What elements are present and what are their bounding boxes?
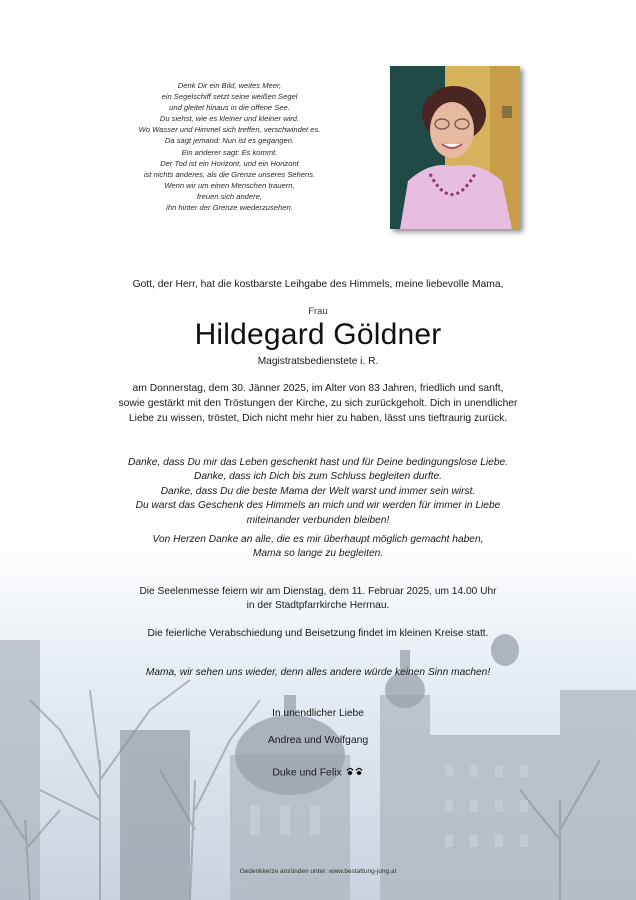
death-notice-line: am Donnerstag, dem 30. Jänner 2025, im Alter von 83 Jahren, friedlich und sanft,: [132, 383, 504, 394]
poem-line: ihn hinter der Grenze wiederzusehen.: [166, 203, 293, 213]
poem-line: und gleitet hinaus in die offene See.: [169, 103, 290, 113]
thanks-line: Du warst das Geschenk des Himmels an mich und wir werden für immer in Liebe: [135, 500, 501, 512]
portrait-photo: [390, 66, 520, 229]
poem-line: freuen sich andere,: [196, 191, 262, 201]
thanks-text: [0, 456, 636, 528]
thanks-line: miteinander verbunden bleiben!: [246, 514, 390, 526]
farewell-notice: Die feierliche Verabschiedung und Beisetzung findet im kleinen Kreise statt.: [147, 628, 489, 639]
poem: [112, 80, 347, 213]
intro-text: Gott, der Herr, hat die kostbarste Leihgabe des Himmels, meine liebevolle Mama,: [132, 279, 504, 290]
poem-line: Wenn wir um einen Menschen trauern,: [164, 180, 295, 190]
heartfelt-line: Mama so lange zu begleiten.: [252, 548, 384, 560]
poem-line: Denk Dir ein Bild, weites Meer,: [177, 81, 282, 90]
thanks-line: Danke, dass ich Dich bis zum Schluss begleiten durfte.: [193, 471, 443, 483]
family-names-2-label: Duke und Felix: [272, 767, 342, 779]
mass-line: Die Seelenmesse feiern wir am Dienstag, dem 11. Februar 2025, um 14.00 Uhr: [139, 586, 497, 597]
death-notice-line: sowie gestärkt mit den Tröstungen der Kirche, zu sich zurückgeholt. Dich in unendlicher: [118, 398, 518, 409]
salutation: Frau: [308, 306, 328, 317]
family-names-2: [0, 765, 636, 780]
death-notice: [0, 381, 636, 426]
mama-line: Mama, wir sehen uns wieder, denn alles andere würde keinen Sinn machen!: [145, 667, 491, 678]
poem-line: Du siehst, wie es kleiner und kleiner wird.: [159, 114, 300, 124]
footer-candle-link[interactable]: Gedenkkerze anzünden unter: www.bestattung-jung.at: [239, 868, 397, 875]
heartfelt-line: Von Herzen Danke an alle, die es mir überhaupt möglich gemacht haben,: [152, 534, 484, 545]
poem-line: Ein anderer sagt: Es kommt.: [181, 147, 278, 157]
poem-line: Der Tod ist ein Horizont, und ein Horizont: [160, 158, 299, 168]
thanks-line: Danke, dass Du mir das Leben geschenkt hast und für Deine bedingungslose Liebe.: [127, 457, 508, 468]
thanks-line: Danke, dass Du die beste Mama der Welt warst und immer sein wirst.: [160, 485, 476, 497]
profession: Magistratsbedienstete i. R.: [257, 356, 379, 367]
death-notice-line: Liebe zu wissen, tröstet, Dich nicht mehr hier zu haben, lässt uns tieftraurig zurück.: [128, 413, 508, 424]
mass-line: in der Stadtpfarrkirche Herrnau.: [246, 600, 390, 612]
closing-love: In unendlicher Liebe: [272, 708, 364, 719]
mass-notice: [0, 585, 636, 614]
poem-line: ist nichts anderes, als die Grenze unseres Sehens.: [143, 169, 316, 179]
poem-line: Da sagt jemand: Nun ist es gegangen.: [164, 136, 295, 146]
family-names-1: Andrea und Wolfgang: [267, 735, 369, 746]
portrait-illustration: [390, 66, 520, 229]
poem-line: ein Segelschiff setzt seine weißen Segel: [161, 92, 298, 102]
paw-prints-icon: [346, 765, 364, 780]
poem-line: Wo Wasser und Himmel sich treffen, verschwindet es.: [138, 125, 321, 135]
heartfelt-thanks: [0, 533, 636, 562]
deceased-name: Hildegard Göldner: [194, 318, 442, 351]
